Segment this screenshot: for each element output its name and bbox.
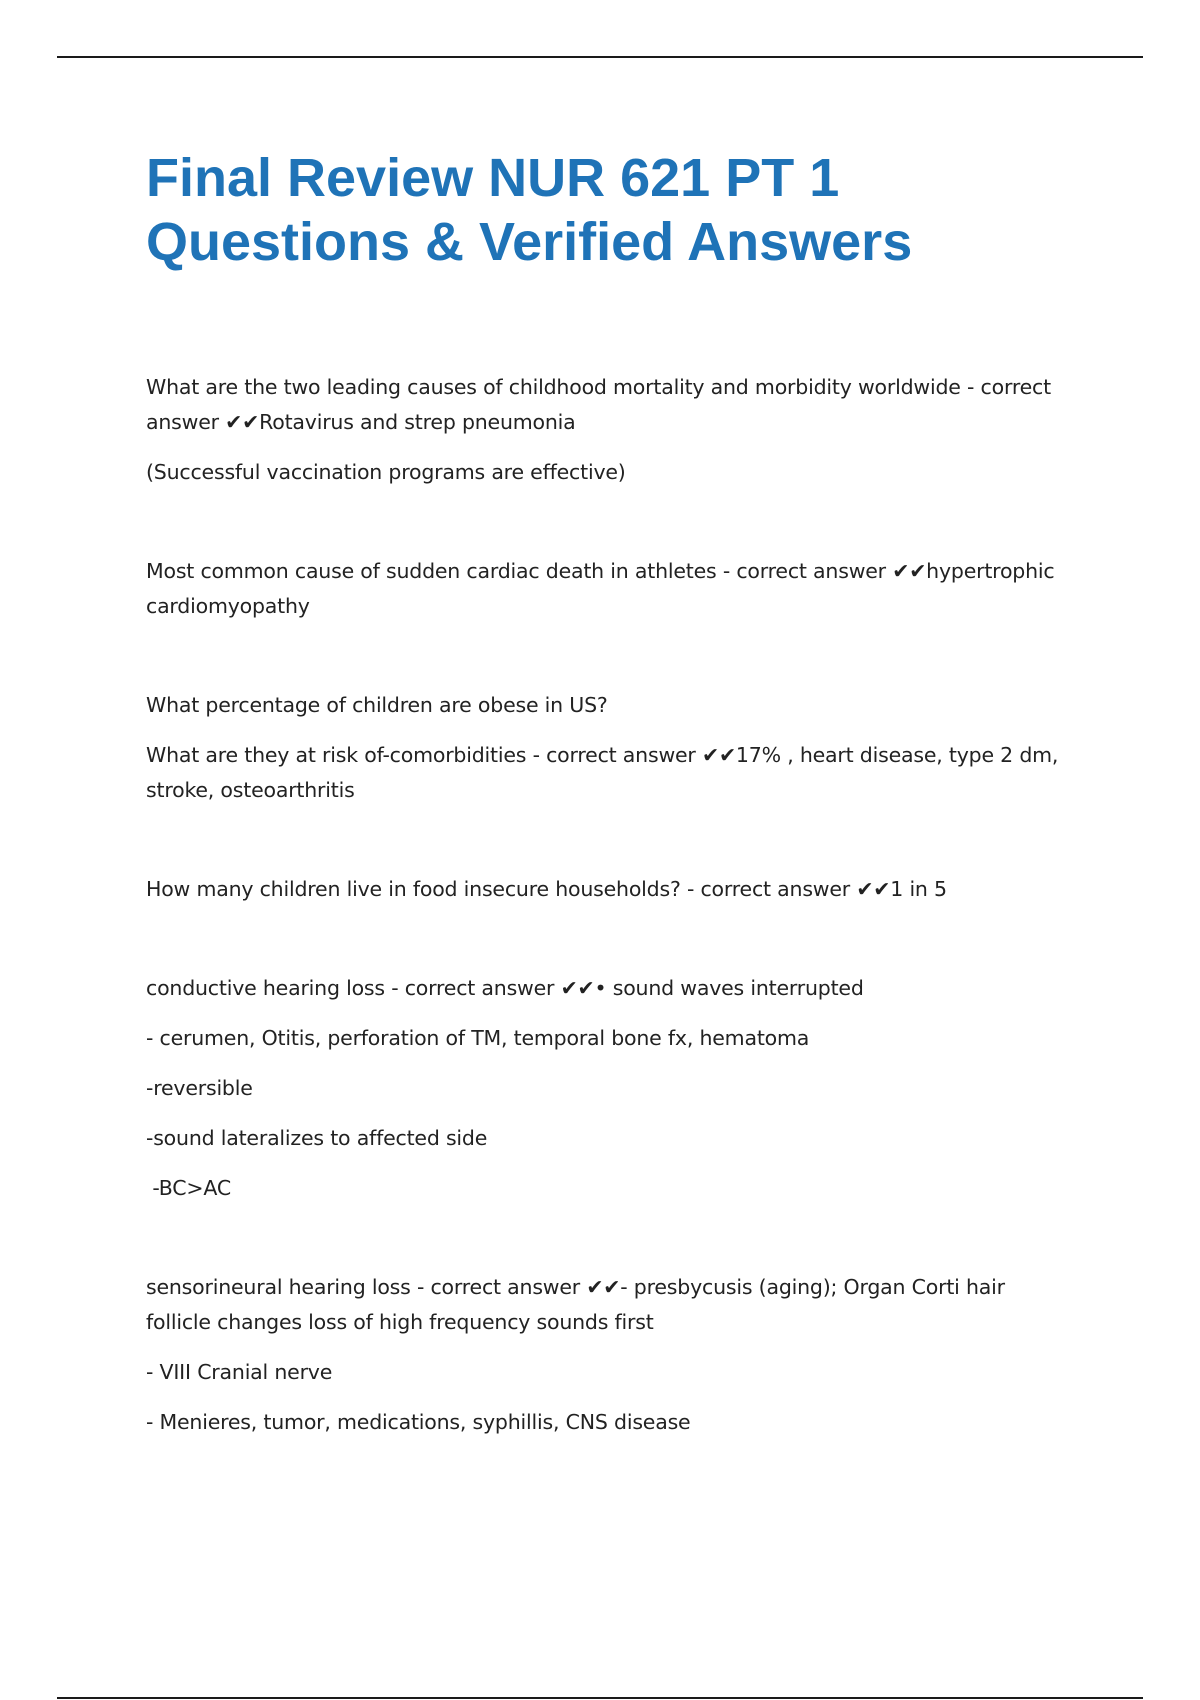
qa-item-1 xyxy=(146,370,1066,490)
answer-detail: -reversible xyxy=(146,1076,253,1100)
qa-item-6 xyxy=(146,1270,1066,1440)
answer-note: (Successful vaccination programs are effective) xyxy=(146,460,626,484)
question-answer-text: How many children live in food insecure households? - correct answer ✔✔1 in 5 xyxy=(146,877,947,901)
qa-item-3 xyxy=(146,688,1066,808)
document-title xyxy=(146,146,1106,274)
answer-detail: - cerumen, Otitis, perforation of TM, temporal bone fx, hematoma xyxy=(146,1026,810,1050)
qa-item-2 xyxy=(146,554,1066,624)
answer-detail: -sound lateralizes to affected side xyxy=(146,1126,488,1150)
question-answer-text: conductive hearing loss - correct answer ✔✔• sound waves interrupted xyxy=(146,976,864,1000)
answer-detail: -BC>AC xyxy=(146,1176,231,1200)
answer-detail: - Menieres, tumor, medications, syphillis, CNS disease xyxy=(146,1410,691,1434)
footer-rule xyxy=(57,1697,1143,1699)
qa-item-4 xyxy=(146,872,1066,907)
answer-detail: - VIII Cranial nerve xyxy=(146,1360,333,1384)
title-line-1: Final Review NUR 621 PT 1 xyxy=(146,148,840,208)
header-rule xyxy=(57,56,1143,58)
question-text: What percentage of children are obese in US? xyxy=(146,693,608,717)
question-answer-text: What are they at risk of-comorbidities - correct answer ✔✔17% , heart disease, type 2 dm, stroke, osteoarthritis xyxy=(146,743,1059,802)
question-answer-text: What are the two leading causes of childhood mortality and morbidity worldwide - correct answer ✔✔Rotavirus and strep pneumonia xyxy=(146,375,1051,434)
document-body xyxy=(146,370,1066,1440)
question-answer-text: sensorineural hearing loss - correct answer ✔✔- presbycusis (aging); Organ Corti hair follicle changes loss of high frequency sounds first xyxy=(146,1275,1005,1334)
qa-item-5 xyxy=(146,971,1066,1206)
question-answer-text: Most common cause of sudden cardiac death in athletes - correct answer ✔✔hypertrophic cardiomyopathy xyxy=(146,559,1055,618)
title-line-2: Questions & Verified Answers xyxy=(146,212,913,272)
